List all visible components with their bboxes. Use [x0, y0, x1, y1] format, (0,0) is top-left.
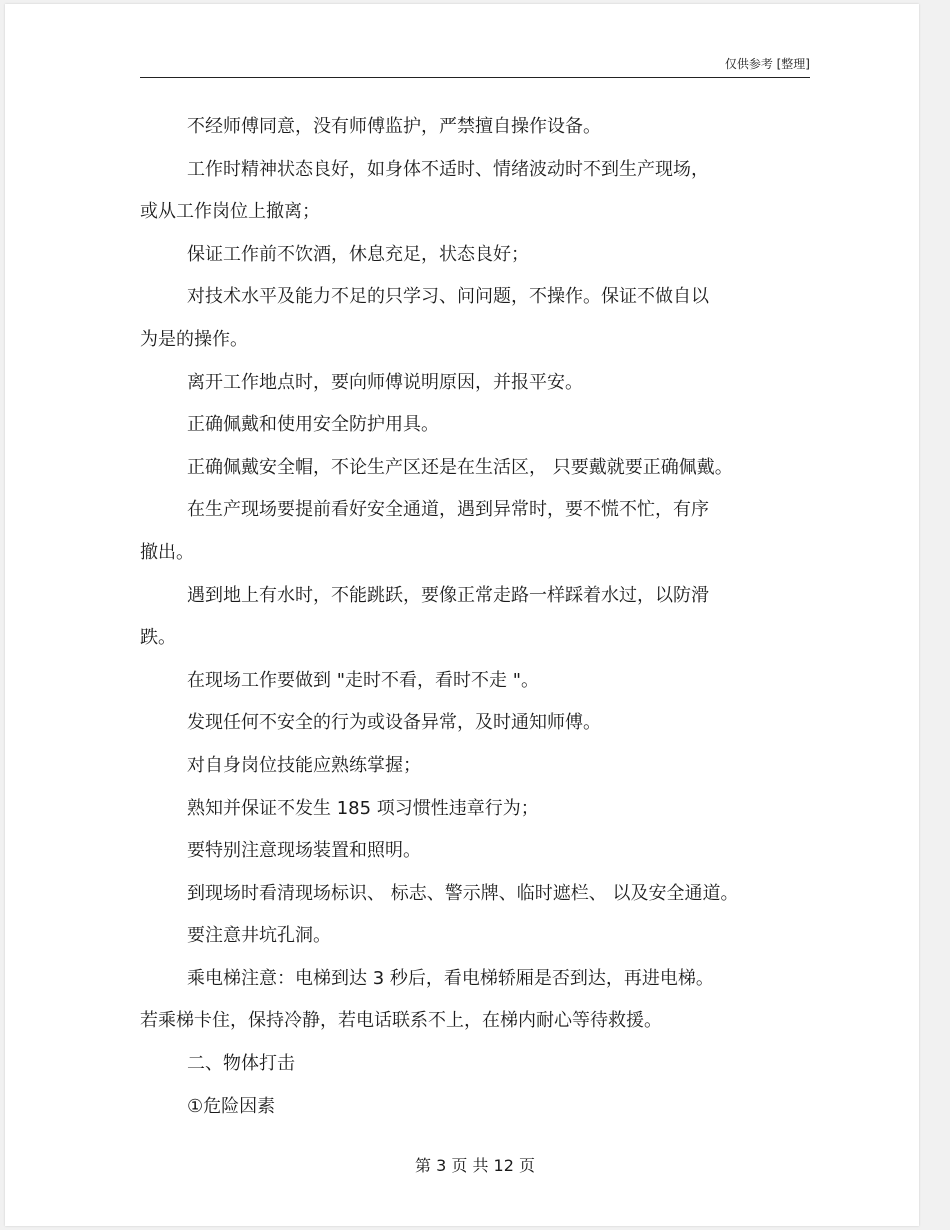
paragraph-line: 正确佩戴安全帽，不论生产区还是在生活区， 只要戴就要正确佩戴。 — [187, 456, 733, 478]
paragraph-line: 不经师傅同意，没有师傅监护，严禁擅自操作设备。 — [187, 116, 601, 137]
paragraph-line: 为是的操作。 — [140, 328, 248, 350]
paragraph-line: 离开工作地点时，要向师傅说明原因，并报平安。 — [187, 371, 583, 393]
paragraph-line: 对自身岗位技能应熟练掌握； — [187, 754, 421, 776]
paragraph-line: 发现任何不安全的行为或设备异常，及时通知师傅。 — [187, 712, 601, 734]
paragraph-line: 熟知并保证不发生 185 项习惯性违章行为； — [187, 797, 539, 819]
paragraph-line: 或从工作岗位上撤离； — [140, 201, 320, 223]
paragraph-line: 到现场时看清现场标识、 标志、警示牌、临时遮栏、 以及安全通道。 — [187, 882, 739, 904]
page-footer: 第 3 页 共 12 页 — [415, 1156, 535, 1175]
paragraph-line: 跌。 — [140, 627, 176, 649]
paragraph-line: 正确佩戴和使用安全防护用具。 — [187, 414, 439, 436]
paragraph-line: 在现场工作要做到 "走时不看，看时不走 "。 — [187, 669, 539, 691]
paragraph-line: 若乘梯卡住，保持冷静，若电话联系不上，在梯内耐心等待救援。 — [140, 1010, 662, 1032]
paragraph-line: 要注意井坑孔洞。 — [187, 925, 331, 947]
paragraph-line: 在生产现场要提前看好安全通道，遇到异常时，要不慌不忙，有序 — [187, 499, 709, 521]
paragraph-line: 撤出。 — [140, 541, 194, 563]
paragraph-line: 乘电梯注意：电梯到达 3 秒后，看电梯轿厢是否到达，再进电梯。 — [187, 967, 714, 989]
paragraph-line: 保证工作前不饮酒，休息充足，状态良好； — [187, 243, 529, 265]
paragraph-line: 要特别注意现场装置和照明。 — [187, 840, 421, 862]
subsection-heading: ①危险因素 — [187, 1095, 276, 1117]
section-heading: 二、物体打击 — [187, 1053, 295, 1075]
document-body — [140, 106, 815, 1128]
paragraph-line: 遇到地上有水时，不能跳跃，要像正常走路一样踩着水过，以防滑 — [187, 584, 709, 606]
paragraph-line: 对技术水平及能力不足的只学习、问问题，不操作。保证不做自以 — [187, 286, 709, 308]
paragraph-line: 工作时精神状态良好，如身体不适时、情绪波动时不到生产现场， — [187, 158, 709, 180]
page-header: 仅供参考 [整理] — [724, 57, 810, 71]
header-divider — [140, 77, 810, 78]
